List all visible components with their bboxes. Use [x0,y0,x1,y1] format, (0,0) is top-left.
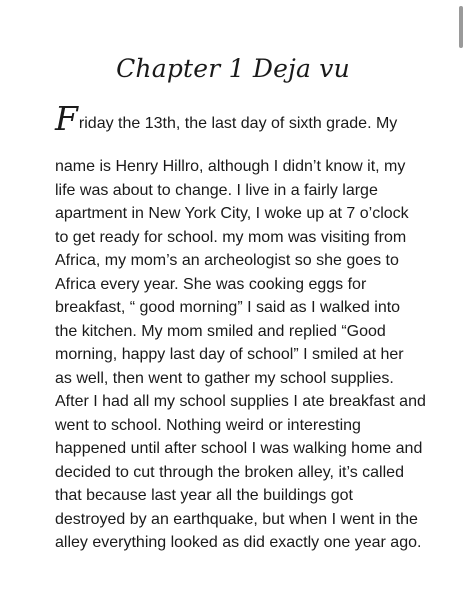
text-line: Africa, my mom’s an archeologist so she goes to [55,252,399,269]
text-line: to get ready for school. my mom was visiting from [55,228,407,246]
chapter-title: Chapter 1 Deja vu [116,54,350,83]
text-line: the kitchen. My mom smiled and replied “Good [55,322,386,340]
text-line: After I had all my school supplies I ate breakfast and [55,393,426,410]
text-line: that because last year all the buildings got [55,487,353,504]
body-paragraph [55,155,450,555]
opening-line-text: riday the 13th, the last day of sixth grade. My [78,115,398,132]
text-line: as well, then went to gather my school supplies. [55,369,394,387]
text-line: life was about to change. I live in a fairly large [55,181,378,199]
text-line: apartment in New York City, I woke up at 7 o’clock [55,205,409,222]
text-line: happened until after school I was walking home and [55,440,423,457]
drop-cap-letter: F [55,99,78,138]
text-line: name is Henry Hillro, although I didn’t know it, my [55,158,406,175]
opening-line [55,99,455,139]
text-line: decided to cut through the broken alley, it’s called [55,463,404,481]
text-line: destroyed by an earthquake, but when I went in the [55,510,418,528]
text-line: Africa every year. She was cooking eggs for [55,275,367,293]
text-line: went to school. Nothing weird or interesting [55,416,361,434]
text-line: breakfast, “ good morning” I said as I walked into [55,299,401,316]
vertical-scrollbar[interactable] [459,6,463,48]
text-line: alley everything looked as did exactly one year ago. [55,534,422,551]
text-line: morning, happy last day of school” I smiled at her [55,346,404,363]
